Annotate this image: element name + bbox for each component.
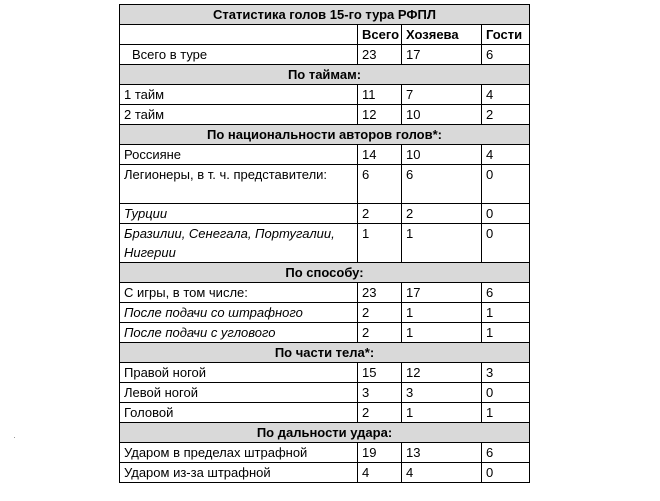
section-title: По части тела*: (120, 343, 530, 363)
column-header-total: Всего (358, 25, 402, 45)
value-away: 6 (482, 45, 530, 65)
value-home: 1 (402, 323, 482, 343)
value-home: 12 (402, 363, 482, 383)
value-home: 10 (402, 105, 482, 125)
value-total: 2 (358, 303, 402, 323)
table-body (120, 5, 530, 483)
column-header-home: Хозяева (402, 25, 482, 45)
row-label: 2 тайм (120, 105, 358, 125)
value-home: 2 (402, 204, 482, 224)
table-row (120, 165, 530, 204)
value-total: 3 (358, 383, 402, 403)
value-away: 2 (482, 105, 530, 125)
header-row (120, 25, 530, 45)
value-away: 1 (482, 303, 530, 323)
row-label: 1 тайм (120, 85, 358, 105)
value-home: 6 (402, 165, 482, 204)
column-header-away: Гости (482, 25, 530, 45)
section-header-row (120, 263, 530, 283)
value-home: 1 (402, 224, 482, 263)
section-title: По таймам: (120, 65, 530, 85)
value-away: 4 (482, 145, 530, 165)
section-header-row (120, 125, 530, 145)
section-title: По дальности удара: (120, 423, 530, 443)
goal-statistics-table (119, 4, 530, 483)
total-row (120, 45, 530, 65)
value-home: 1 (402, 303, 482, 323)
table-row (120, 145, 530, 165)
value-total: 23 (358, 45, 402, 65)
row-label: Ударом в пределах штрафной (120, 443, 358, 463)
value-total: 2 (358, 204, 402, 224)
value-total: 12 (358, 105, 402, 125)
table-row (120, 224, 530, 263)
value-home: 1 (402, 403, 482, 423)
value-home: 13 (402, 443, 482, 463)
value-total: 15 (358, 363, 402, 383)
row-label: Бразилии, Сенегала, Португалии, Нигерии (120, 224, 358, 263)
section-header-row (120, 343, 530, 363)
table-row (120, 443, 530, 463)
value-away: 6 (482, 283, 530, 303)
value-away: 6 (482, 443, 530, 463)
table-row (120, 204, 530, 224)
row-label: Всего в туре (120, 45, 358, 65)
row-label: Россияне (120, 145, 358, 165)
value-total: 4 (358, 463, 402, 483)
value-total: 19 (358, 443, 402, 463)
value-home: 7 (402, 85, 482, 105)
section-header-row (120, 65, 530, 85)
section-title: По национальности авторов голов*: (120, 125, 530, 145)
value-total: 6 (358, 165, 402, 204)
value-away: 4 (482, 85, 530, 105)
table-row (120, 105, 530, 125)
value-away: 0 (482, 204, 530, 224)
value-home: 10 (402, 145, 482, 165)
table-row (120, 383, 530, 403)
table-row (120, 323, 530, 343)
row-label: После подачи с углового (120, 323, 358, 343)
value-total: 14 (358, 145, 402, 165)
stray-dot (14, 437, 15, 438)
value-away: 0 (482, 224, 530, 263)
table-row (120, 463, 530, 483)
section-title: По способу: (120, 263, 530, 283)
value-home: 17 (402, 283, 482, 303)
value-total: 23 (358, 283, 402, 303)
row-label: Легионеры, в т. ч. представители: (120, 165, 358, 204)
value-total: 2 (358, 403, 402, 423)
value-away: 0 (482, 165, 530, 204)
row-label: Головой (120, 403, 358, 423)
table-row (120, 403, 530, 423)
table-row (120, 363, 530, 383)
table-row (120, 283, 530, 303)
row-label: С игры, в том числе: (120, 283, 358, 303)
value-total: 2 (358, 323, 402, 343)
value-home: 4 (402, 463, 482, 483)
row-label: Ударом из-за штрафной (120, 463, 358, 483)
table-row (120, 303, 530, 323)
value-away: 1 (482, 323, 530, 343)
row-label: После подачи со штрафного (120, 303, 358, 323)
value-away: 0 (482, 463, 530, 483)
table-row (120, 85, 530, 105)
row-label: Правой ногой (120, 363, 358, 383)
value-away: 3 (482, 363, 530, 383)
row-label: Турции (120, 204, 358, 224)
row-label: Левой ногой (120, 383, 358, 403)
value-away: 1 (482, 403, 530, 423)
table-title: Статистика голов 15-го тура РФПЛ (120, 5, 530, 25)
section-header-row (120, 423, 530, 443)
value-home: 17 (402, 45, 482, 65)
value-away: 0 (482, 383, 530, 403)
header-empty-cell (120, 25, 358, 45)
title-row (120, 5, 530, 25)
value-home: 3 (402, 383, 482, 403)
value-total: 11 (358, 85, 402, 105)
value-total: 1 (358, 224, 402, 263)
